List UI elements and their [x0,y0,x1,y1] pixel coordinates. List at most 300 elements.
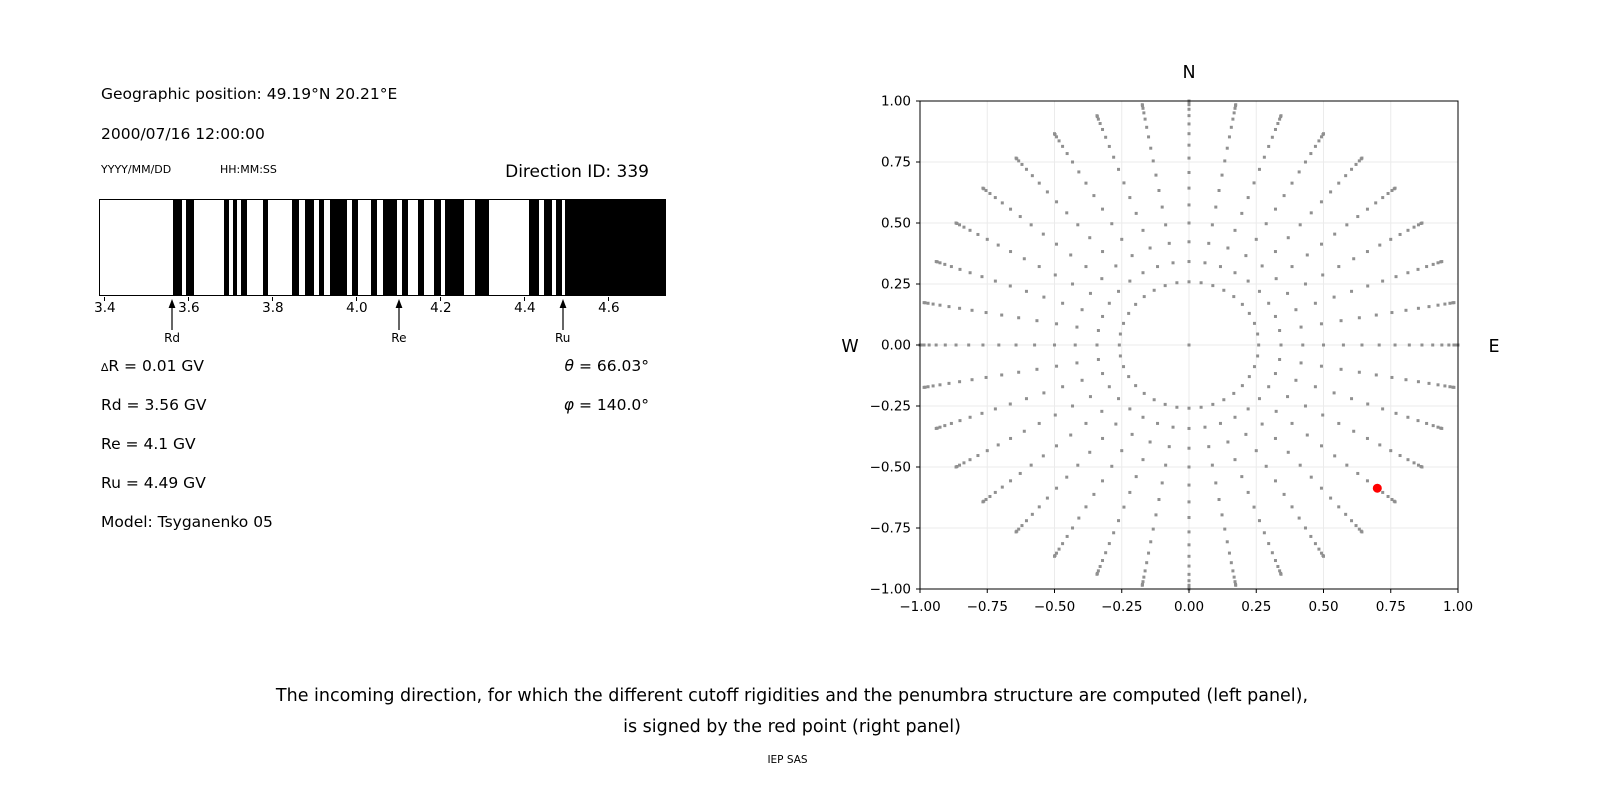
direction-dot [1333,454,1336,457]
direction-dot [932,303,935,306]
forbidden-band [556,200,562,295]
direction-dot [1355,524,1358,527]
direction-dot [1023,430,1026,433]
direction-dot [1054,414,1057,417]
direction-dot [1417,268,1420,271]
compass-label-w: W [841,337,859,357]
direction-dot [1276,565,1279,568]
direction-dot [1274,315,1277,318]
direction-dot [1350,168,1353,171]
direction-dot [1228,135,1231,138]
direction-dot [1128,491,1131,494]
direction-dot [1144,569,1147,572]
direction-dot [1291,422,1294,425]
direction-dot [955,344,958,347]
direction-dot [1221,174,1224,177]
direction-dot [1425,265,1428,268]
direction-dot [1101,559,1104,562]
direction-dot [1141,229,1144,232]
direction-dot [1200,406,1203,409]
direction-dot [1261,423,1264,426]
direction-dot [1053,555,1056,558]
forbidden-band [173,200,182,295]
direction-dot [1394,187,1397,190]
direction-dot [988,495,991,498]
direction-dot [1231,118,1234,121]
direction-dot [1310,476,1313,479]
direction-dot [1108,145,1111,148]
direction-dot [1314,145,1317,148]
direction-dot [1100,410,1103,413]
direction-dot [939,426,942,429]
direction-dot [1314,542,1317,545]
direction-dot [1110,222,1113,225]
direction-dot [1244,433,1247,436]
direction-dot [1089,395,1092,398]
direction-dot [1058,139,1061,142]
direction-dot [1157,498,1160,501]
direction-dot [1025,397,1028,400]
direction-dot [1188,114,1191,117]
direction-dot [1221,513,1224,516]
direction-dot [1440,260,1443,263]
direction-dot [1389,238,1392,241]
direction-dot [969,271,972,274]
direction-dot [1141,103,1144,106]
direction-dot [1304,526,1307,529]
x-tick-label: −0.50 [1033,599,1076,615]
direction-dot [1009,479,1012,482]
direction-dot [1188,543,1191,546]
direction-dot [1355,163,1358,166]
direction-dot [994,280,997,283]
direction-dot [1042,296,1045,299]
direction-dot [1406,271,1409,274]
re-arrow-label: Re [391,331,407,345]
direction-dot [1261,264,1264,267]
direction-dot [1275,410,1278,413]
direction-dot [1161,481,1164,484]
theta-value [565,357,649,375]
penumbra-barcode [99,199,666,296]
direction-dot [1350,397,1353,400]
phi-value [564,396,649,414]
direction-dot [1417,223,1420,226]
direction-dot [1077,170,1080,173]
direction-dot [1413,461,1416,464]
direction-dot [1294,379,1297,382]
direction-dot [1131,254,1134,257]
direction-dot [1168,445,1171,448]
direction-dot [958,268,961,271]
direction-dot [1135,212,1138,215]
direction-dot [1075,361,1078,364]
direction-dot [1287,451,1290,454]
direction-dot [1188,447,1191,450]
direction-dot [1267,145,1270,148]
direction-dot [1128,407,1131,410]
direction-dot [1188,484,1191,487]
direction-dot [1320,365,1323,368]
direction-dot [1053,344,1056,347]
direction-dot [1153,398,1156,401]
direction-dot [1321,273,1324,276]
direction-dot [1089,292,1092,295]
direction-dot [1447,344,1450,347]
forbidden-band [565,200,665,295]
direction-dot [1066,535,1069,538]
direction-dot [985,311,988,314]
direction-dot [1038,182,1041,185]
direction-dot [1375,373,1378,376]
direction-dot [1232,295,1235,298]
direction-dot [1172,261,1175,264]
direction-dot [1333,391,1336,394]
direction-dot [1390,311,1393,314]
direction-dot [1001,201,1004,204]
y-tick-label: 0.00 [880,337,911,354]
direction-dot [1101,372,1104,375]
direction-dot [1069,253,1072,256]
direction-dot [1420,466,1423,469]
direction-dot [1274,128,1277,131]
direction-dot [1009,284,1012,287]
direction-dot [1274,250,1277,253]
direction-dot [1291,182,1294,185]
direction-dot [1448,385,1451,388]
direction-dot [1188,144,1191,147]
direction-dot [1256,354,1259,357]
direction-dot [976,454,979,457]
forbidden-band [224,200,229,295]
direction-dot [1071,526,1074,529]
direction-dot [1046,190,1049,193]
direction-dot [1020,524,1023,527]
direction-dot [1033,344,1036,347]
direction-dot [1019,215,1022,218]
direction-dot [935,427,938,430]
direction-dot [1075,326,1078,329]
direction-dot [1358,316,1361,319]
direction-dot [923,386,926,389]
x-tick-label: 0.00 [1173,599,1205,615]
direction-dot [1274,559,1277,562]
direction-dot [1226,147,1229,150]
direction-dot [1247,196,1250,199]
direction-dot [1119,333,1122,336]
direction-dot [1374,201,1377,204]
direction-dot [985,376,988,379]
direction-dot [1301,344,1304,347]
direction-dot [1128,280,1131,283]
direction-dot [1065,476,1068,479]
direction-dot [1088,451,1091,454]
direction-dot [1055,487,1058,490]
direction-dot [1188,203,1191,206]
direction-dot [1309,152,1312,155]
direction-dot [1452,301,1455,304]
forbidden-band [402,200,408,295]
direction-dot [1320,444,1323,447]
direction-dot [1112,156,1115,159]
direction-dot [1248,375,1251,378]
direction-dot [1420,222,1423,225]
direction-dot [1035,368,1038,371]
direction-dot [1071,161,1074,164]
direction-dot [1223,528,1226,531]
direction-dot [1108,302,1111,305]
direction-dot [947,305,950,308]
direction-dot [1099,122,1102,125]
direction-dot [1271,136,1274,139]
direction-dot [1310,211,1313,214]
direction-dot [1317,548,1320,551]
direction-dot [1300,326,1303,329]
direction-dot [958,464,961,467]
direction-dot [1081,308,1084,311]
direction-dot [1025,290,1028,293]
direction-dot [1360,157,1363,160]
direction-dot [1055,365,1058,368]
rd-arrow-label: Rd [164,331,181,345]
direction-dot [1233,271,1236,274]
direction-dot [1127,375,1130,378]
direction-dot [1092,493,1095,496]
rigidity-tick-label: 4.6 [598,300,620,316]
direction-dot [1329,190,1332,193]
direction-dot [1283,194,1286,197]
direction-dot [1122,181,1125,184]
direction-dot [1001,486,1004,489]
y-tick-label: −0.25 [869,398,911,415]
rigidity-tick-label: 3.4 [94,300,116,316]
forbidden-band [186,200,194,295]
direction-dot [1298,517,1301,520]
direction-dot [1061,302,1064,305]
direction-dot [1333,296,1336,299]
direction-dot [1207,445,1210,448]
direction-dot [1154,513,1157,516]
direction-dot [1274,372,1277,375]
rigidity-tick-label: 4.4 [514,300,536,316]
direction-dot [1274,437,1277,440]
direction-dot [1306,434,1309,437]
direction-dot [1157,189,1160,192]
direction-dot [1230,561,1233,564]
direction-dot [1299,464,1302,467]
direction-dot [1188,555,1191,558]
direction-dot [1200,281,1203,284]
direction-dot [927,385,930,388]
direction-dot [1280,114,1283,117]
direction-dot [1417,419,1420,422]
direction-dot [1038,505,1041,508]
direction-dot [1241,384,1244,387]
direction-dot [1119,354,1122,357]
x-tick-label: 0.75 [1375,599,1406,615]
direction-dot [1108,385,1111,388]
theta-symbol: θ [564,357,575,375]
direction-dot [1128,196,1131,199]
direction-dot [1164,223,1167,226]
direction-dot [1320,243,1323,246]
x-tick-label: −1.00 [899,599,941,615]
direction-dot [1143,392,1146,395]
direction-dot [1081,379,1084,382]
direction-dot [1263,531,1266,534]
direction-dot [962,461,965,464]
direction-dot [1154,174,1157,177]
direction-dot [971,309,974,312]
direction-dot [1141,580,1144,583]
direction-dot [1440,344,1443,347]
direction-dot [1188,240,1191,243]
direction-dot [1226,247,1229,250]
direction-dot [1432,424,1435,427]
re-value: Re = 4.1 GV [101,435,196,453]
direction-dot [1320,322,1323,325]
direction-dot [1188,565,1191,568]
direction-dot [1152,528,1155,531]
direction-dot [1042,233,1045,236]
forbidden-band [475,200,490,295]
direction-dot [1271,551,1274,554]
direction-dot [1120,449,1123,452]
direction-dot [1145,126,1148,129]
direction-dot [981,187,984,190]
direction-dot [955,466,958,469]
direction-dot [1443,384,1446,387]
direction-dot [1020,163,1023,166]
direction-dot [1142,576,1145,579]
direction-dot [1114,264,1117,267]
direction-dot [1149,147,1152,150]
forbidden-band [383,200,397,295]
direction-dot [1100,277,1103,280]
y-tick-label: 1.00 [880,93,911,110]
compass-label-n: N [1182,63,1196,83]
direction-dot [1230,126,1233,129]
forbidden-band [263,200,268,295]
direction-dot [1110,465,1113,468]
direction-dot [1265,465,1268,468]
direction-dot [1304,283,1307,286]
direction-dot [1231,569,1234,572]
direction-dot [1042,391,1045,394]
direction-dot [1366,250,1369,253]
delta-r-value [101,357,204,375]
direction-dot [1147,552,1150,555]
direction-dot [938,304,941,307]
direction-dot [943,263,946,266]
direction-dot [1399,233,1402,236]
ru-value: Ru = 4.49 GV [101,474,206,492]
direction-dot [1142,271,1145,274]
direction-dot [1413,226,1416,229]
direction-dot [1153,289,1156,292]
rigidity-tick-label: 3.8 [262,300,284,316]
direction-dot [1188,122,1191,125]
direction-dot [1156,422,1159,425]
direction-dot [1175,281,1178,284]
direction-dot [1108,542,1111,545]
direction-dot [1211,284,1214,287]
direction-dot [1389,449,1392,452]
direction-dot [1333,233,1336,236]
direction-dot [1030,464,1033,467]
direction-dot [971,378,974,381]
direction-dot [1234,458,1237,461]
direction-dot [1101,437,1104,440]
direction-dot [1084,265,1087,268]
direction-dot [1135,475,1138,478]
forbidden-band [352,200,358,295]
direction-dot [997,244,1000,247]
direction-dot [1015,530,1018,533]
direction-dot [1161,206,1164,209]
direction-dot [1172,426,1175,429]
x-tick-label: −0.75 [966,599,1008,615]
direction-dot [1114,423,1117,426]
direction-dot [1395,412,1398,415]
direction-dot [1366,437,1369,440]
direction-dot [1055,322,1058,325]
direction-dot [1053,132,1056,135]
direction-dot [1144,118,1147,121]
forbidden-band [544,200,552,295]
direction-dot [1342,344,1345,347]
direction-dot [1219,265,1222,268]
direction-dot [1142,111,1145,114]
forbidden-band [292,200,299,295]
direction-dot [958,380,961,383]
direction-id: Direction ID: 339 [505,162,649,182]
direction-dot [981,344,984,347]
direction-dot [1219,422,1222,425]
direction-dot [1337,265,1340,268]
direction-dot [1448,302,1451,305]
direction-dot [1381,491,1384,494]
direction-dot [1035,319,1038,322]
direction-dot [1117,290,1120,293]
forbidden-band [233,200,237,295]
direction-dot [1322,555,1325,558]
direction-dot [1404,378,1407,381]
direction-dot [1253,506,1256,509]
direction-dot [1408,344,1411,347]
direction-dot [1175,406,1178,409]
direction-dot [1267,385,1270,388]
direction-dot [1278,358,1281,361]
direction-dot [1345,223,1348,226]
forbidden-band [319,200,324,295]
direction-dot [1223,159,1226,162]
direction-dot [1055,200,1058,203]
direction-dot [997,344,1000,347]
direction-dot [1344,513,1347,516]
direction-scatter-plot [790,40,1550,680]
y-tick-label: −0.50 [869,459,911,476]
direction-dot [1095,573,1098,576]
direction-dot [1084,505,1087,508]
direction-dot [1061,385,1064,388]
direction-dot [1291,505,1294,508]
direction-dot [1042,454,1045,457]
direction-dot [1378,244,1381,247]
direction-dot [1321,414,1324,417]
direction-dot [1188,260,1191,263]
direction-dot [947,382,950,385]
